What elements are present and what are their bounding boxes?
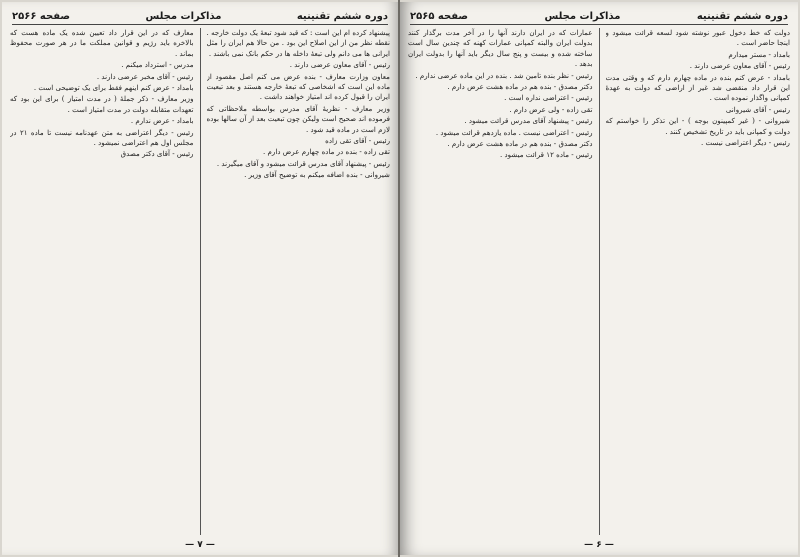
right-session-label: دوره ششم تقنینیه <box>696 10 788 22</box>
paragraph: پیشنهاد کرده ام این است : که قید شود تبعهٔ یک دولت خارجه . نقطه نظر من از این اصلاح این بود . من حالا هم ایران را مثل ایرانی ها می دانم ولی تبعهٔ داخله ها در حکم بانک نمی باشند . <box>206 28 390 58</box>
paragraph: شیروانی - بنده اضافه میکنم به توضیح آقای وزیر . <box>244 170 390 180</box>
paragraph: رئیس - آقای دکتر مصدق <box>120 149 194 159</box>
left-page-folio: — ۷ — <box>185 540 215 550</box>
paragraph: رئیس - ماده ۱۲ قرائت میشود . <box>499 150 593 160</box>
left-title: مذاکرات مجلس <box>145 10 222 22</box>
paragraph: رئیس - آقای مخبر عرضی دارند . <box>96 71 194 81</box>
right-page-folio: — ۶ — <box>584 540 614 550</box>
paragraph: دکتر مصدق - بنده هم در ماده هشت عرض دارم . <box>447 82 593 92</box>
paragraph: رئیس - اعتراضی نداره است . <box>504 93 593 103</box>
right-column-right <box>606 28 791 535</box>
paragraph: دولت که خط دخول عبور نوشته شود لسعه قرائت میشود و اینجا حاضر است . <box>605 28 790 48</box>
left-page-columns <box>10 28 390 535</box>
column-divider <box>599 28 600 535</box>
paragraph: رئیس - دیگر اعتراضی نیست . <box>700 138 790 148</box>
right-title: مذاکرات مجلس <box>544 10 621 22</box>
paragraph: رئیس - آقای تقی زاده <box>325 136 390 146</box>
paragraph: شیروانی - ( غیر کمپینون بوجه ) - این تذکر را خواستم که دولت و کمپانی باید در تاریخ تشخیص کنند . <box>605 116 790 136</box>
paragraph: وزیر معارف - نظریهٔ آقای مدرس بواسطه ملاحظاتی که فرموده اند صحیح است ولیکن چون تبعیت بعد از آن سالها بوده لازم است در ماده قید شود . <box>206 103 390 134</box>
paragraph: رئیس - آقای شیروانی <box>725 104 790 114</box>
paragraph: رئیس - آقای معاون عرضی دارند . <box>289 60 390 70</box>
left-column-left <box>10 28 194 535</box>
right-page <box>400 2 798 555</box>
paragraph: رئیس - پیشنهاد آقای مدرس قرائت میشود . <box>464 116 593 126</box>
paragraph: وزیر معارف - ذکر جملهٔ ( در مدت امتیاز ) برای این بود که تعهدات متقابله دولت در مدت امتیاز است . <box>10 94 194 114</box>
left-page-header <box>12 8 388 25</box>
paragraph: عمارات که در ایران دارند آنها را در آخر مدت برگذار کنند بدولت ایران والبته کمپانی عمارات کهنه که چندین سال است ساخته شده و بیست و پنج سال دیگر باید آنها را بدولت ایران بدهد . <box>408 28 593 69</box>
paragraph: مدرس - استرداد میکنم . <box>121 60 194 70</box>
paragraph: رئیس - نظر بنده تامین شد . بنده در این ماده عرضی ندارم . <box>415 70 593 80</box>
left-page <box>2 2 398 555</box>
paragraph: معاون وزارت معارف - بنده عرض می کنم اصل مقصود از ماده این است که اشخاصی که تبعهٔ خارجه هستند و بعد تبعیت ایران را قبول کرده اند امتیاز خواهند داشت . <box>206 71 390 102</box>
paragraph: معارف که در این قرار داد تعیین شده یک ماده هست که بالاخره باید رژیم و قوانین مملکت ما در هر صورت محفوظ بماند . <box>10 28 194 58</box>
paragraph: تقی زاده - بنده در ماده چهارم عرض دارم . <box>263 147 390 157</box>
left-column-right <box>207 28 391 535</box>
left-page-footer <box>12 539 388 551</box>
paragraph: رئیس - اعتراضی نیست . ماده یازدهم قرائت میشود . <box>435 127 593 137</box>
paragraph: بامداد - عرض کنم اینهم فقط برای یک توضیحی است . <box>33 83 194 93</box>
right-column-left <box>408 28 593 535</box>
column-divider <box>200 28 201 535</box>
paragraph: رئیس - پیشنهاد آقای مدرس قرائت میشود و آقای میگیرند . <box>216 158 390 168</box>
right-page-number: صفحه ۲۵۶۵ <box>410 10 469 22</box>
paragraph: رئیس - آقای معاون عرضی دارند . <box>689 61 790 71</box>
paragraph: دکتر مصدق - بنده هم در ماده هشت عرض دارم . <box>447 139 593 149</box>
paragraph: بامداد - مستر میدارم <box>728 49 790 59</box>
paragraph: تقی زاده - ولی عرض دارم . <box>509 104 593 114</box>
paragraph: بامداد - عرض کنم بنده در ماده چهارم دارم که و وقتی مدت این قرار داد منقضی شد غیر از اراضی که دولت به عهدهٔ کمپانی واگذار نموده است . <box>605 72 790 103</box>
right-page-footer <box>410 539 788 551</box>
right-page-header <box>410 8 788 25</box>
paragraph: بامداد - عرض ندارم . <box>130 116 194 126</box>
left-session-label: دوره ششم تقنینیه <box>296 10 388 22</box>
left-page-number: صفحه ۲۵۶۶ <box>12 10 71 22</box>
right-page-columns <box>408 28 790 535</box>
paragraph: رئیس - دیگر اعتراضی به متن عهدنامه نیست تا ماده ۲۱ در مجلس اول هم اعتراضی نمیشود . <box>10 127 194 148</box>
